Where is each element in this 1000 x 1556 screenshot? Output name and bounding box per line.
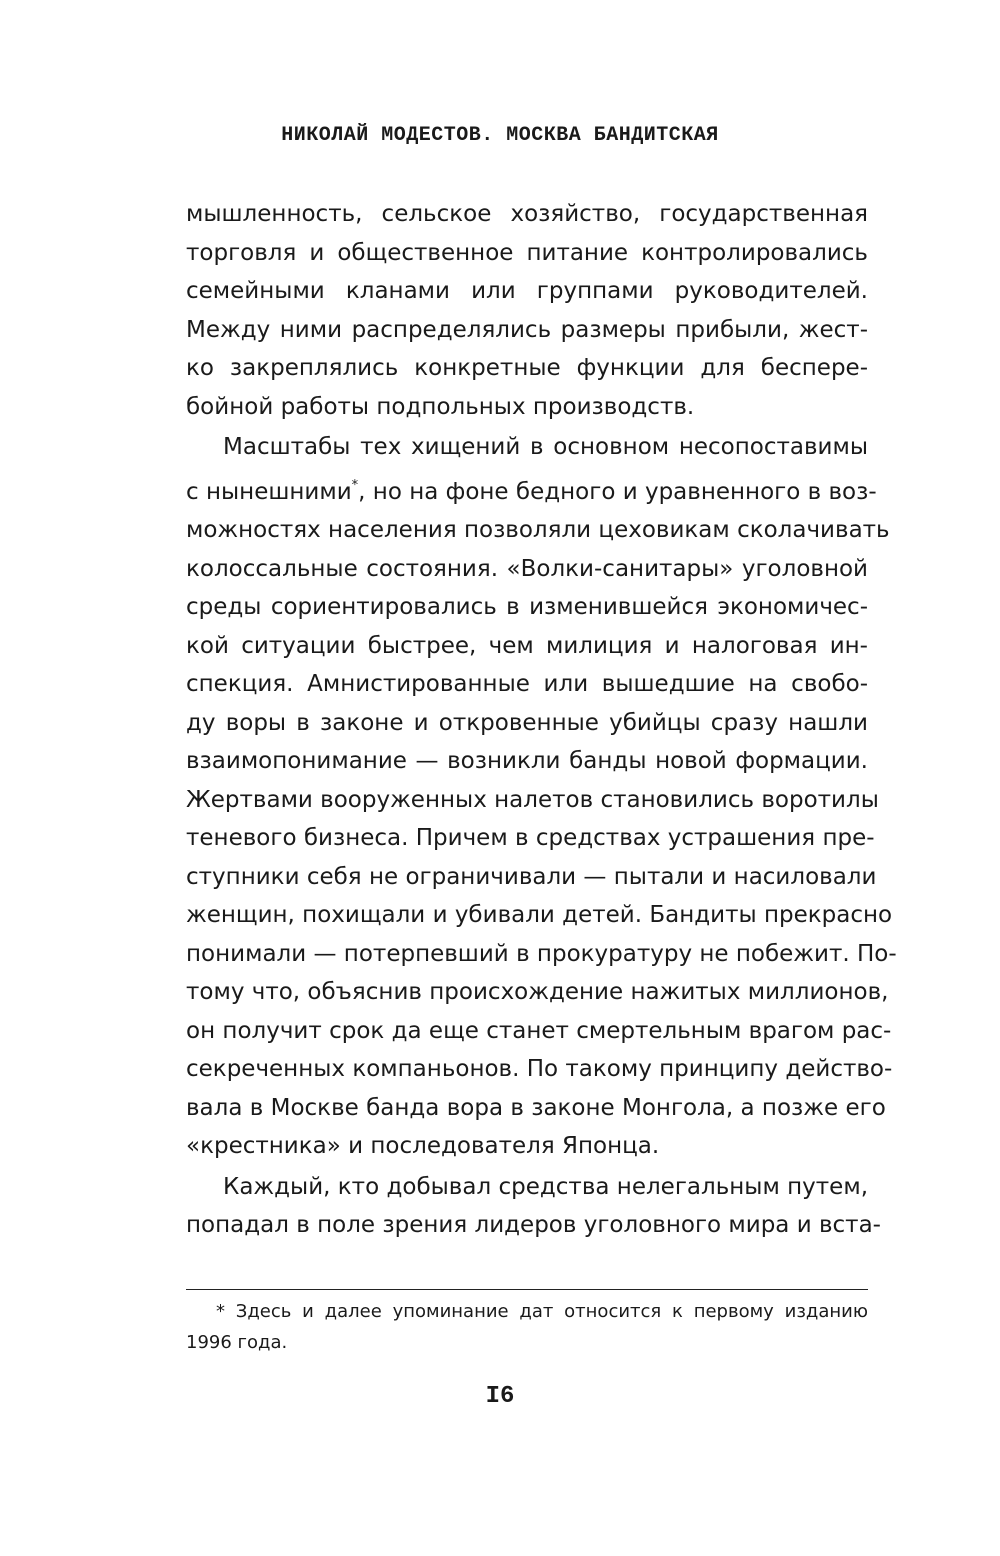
text-line: спекция. Амнистированные или вышедшие на свобо- — [186, 671, 868, 697]
text-fragment: , но на фоне бедного и уравненного в воз- — [358, 478, 877, 505]
footnote-divider — [186, 1289, 868, 1290]
text-line: взаимопонимание — возникли банды новой формации. — [186, 748, 868, 774]
text-line: можностях населения позволяли цеховикам сколачивать — [186, 517, 890, 543]
footnote-marker: * — [351, 477, 359, 493]
text-line: ступники себя не ограничивали — пытали и насиловали — [186, 863, 877, 890]
text-line: Масштабы тех хищений в основном несопоставимы — [223, 434, 868, 460]
text-line: торговля и общественное питание контролировались — [186, 239, 868, 266]
text-line: Жертвами вооруженных налетов становились воротилы — [186, 786, 879, 813]
footnote — [186, 1296, 868, 1358]
footnote-line: * Здесь и далее упоминание дат относится к первому изданию — [216, 1301, 868, 1322]
text-line: ко закреплялись конкретные функции для бесперe- — [186, 355, 868, 381]
text-line: вала в Москве банда вора в законе Монгола, а позже его — [186, 1094, 886, 1121]
footnote-line: 1996 года. — [186, 1332, 288, 1353]
page-number: I6 — [485, 1383, 515, 1410]
text-line: семейными кланами или группами руководителей. — [186, 278, 868, 304]
text-line: среды сориентировались в изменившейся экономичес- — [186, 594, 868, 620]
text-line: теневого бизнеса. Причем в средствах устрашения пре- — [186, 825, 875, 851]
body-text — [186, 195, 897, 1245]
text-line: женщин, похищали и убивали детей. Бандиты прекрасно — [186, 902, 893, 928]
text-line: попадал в поле зрения лидеров уголовного мира и вста- — [186, 1212, 881, 1238]
text-line: понимали — потерпевший в прокуратуру не побежит. По- — [186, 940, 897, 967]
text-line: ду воры в законе и откровенные убийцы сразу нашли — [186, 709, 868, 736]
text-line: бойной работы подпольных производств. — [186, 393, 695, 420]
text-fragment: с нынешними — [186, 478, 352, 505]
text-line: «крестника» и последователя Японца. — [186, 1133, 660, 1159]
text-line: тому что, объяснив происхождение нажитых миллионов, — [186, 979, 889, 1005]
text-line: мышленность, сельское хозяйство, государственная — [186, 201, 868, 227]
text-line-with-footnote — [186, 467, 877, 512]
text-line: он получит срок да еще станет смертельным врагом рас- — [186, 1017, 892, 1044]
text-line: кой ситуации быстрее, чем милиция и налоговая ин- — [186, 632, 868, 659]
text-line: Между ними распределялись размеры прибыли, жест- — [186, 316, 868, 343]
text-line: секреченных компаньонов. По такому принципу действо- — [186, 1056, 893, 1082]
running-head: НИКОЛАЙ МОДЕСТОВ. МОСКВА БАНДИТСКАЯ — [281, 124, 719, 147]
text-line: колоссальные состояния. «Волки-санитары» уголовной — [186, 555, 868, 582]
text-line: Каждый, кто добывал средства нелегальным путем, — [223, 1173, 868, 1200]
